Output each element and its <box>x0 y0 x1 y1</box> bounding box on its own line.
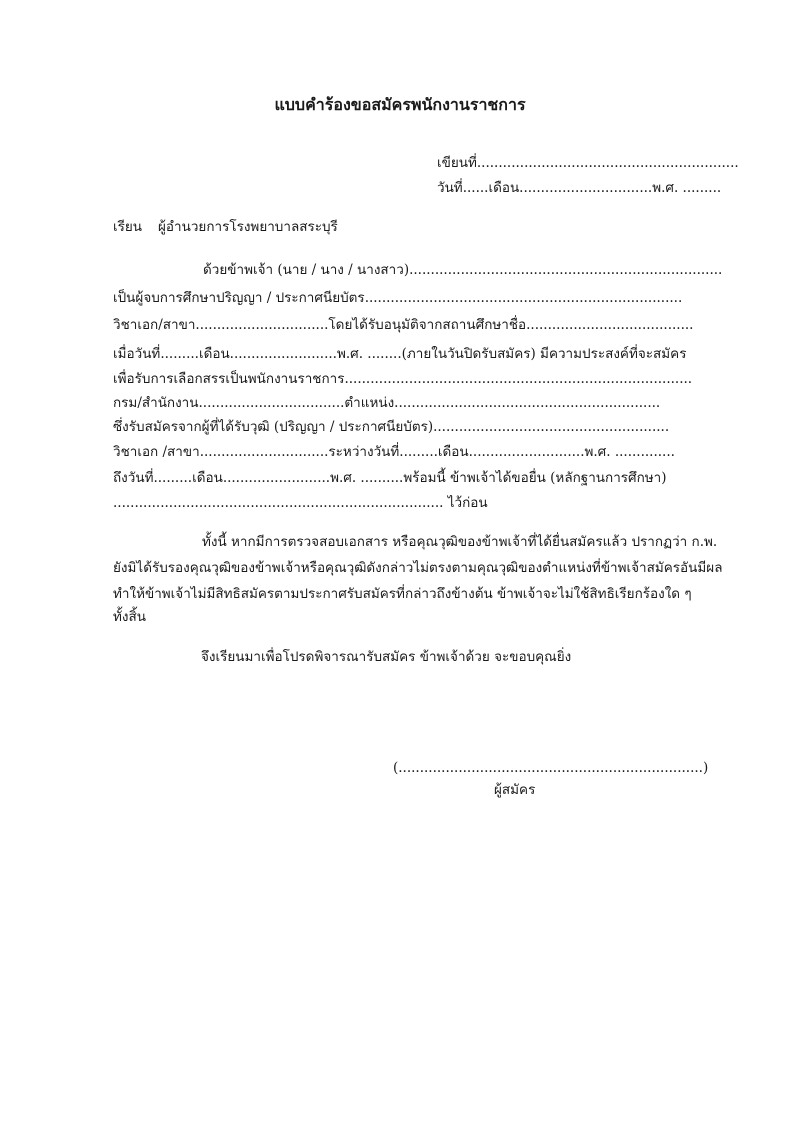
evidence-line: ............................................................................. ไว้ก่อน <box>113 495 488 511</box>
recipient: ผู้อำนวยการโรงพยาบาลสระบุรี <box>158 219 338 235</box>
signature-label: ผู้สมัคร <box>494 782 536 798</box>
end-date-evidence-line: ถึงวันที่.........เดือน.........................พ.ศ. ..........พร้อมนี้ ข้าพเจ้าได้ขอยื่น (หลักฐานการศึกษา) <box>113 470 667 486</box>
declaration-line-2: ยังมิได้รับรองคุณวุฒิของข้าพเจ้าหรือคุณวุฒิดังกล่าวไม่ตรงตามคุณวุฒิของตำแหน่งที่ข้าพเจ้าสมัครอันมีผล <box>113 560 723 576</box>
closing-statement: จึงเรียนมาเพื่อโปรดพิจารณารับสมัคร ข้าพเจ้าด้วย จะขอบคุณยิ่ง <box>201 649 572 665</box>
form-title: แบบคำร้องขอสมัครพนักงานราชการ <box>274 95 526 114</box>
applicant-name-line: ด้วยข้าพเจ้า (นาย / นาง / นางสาว)......................................................................... <box>203 262 723 278</box>
declaration-line-4: ทั้งสิ้น <box>113 609 146 625</box>
major-period-line: วิชาเอก /สาขา..............................ระหว่างวันที่.........เดือน...........................พ.ศ. .............. <box>113 444 675 460</box>
signature-line: (.......................................................................) <box>393 760 709 776</box>
graduation-date-line: เมื่อวันที่.........เดือน.........................พ.ศ. ........(ภายในวันปิดรับสมัคร) มีความประสงค์ที่จะสมัคร <box>113 346 687 362</box>
declaration-line-3: ทำให้ข้าพเจ้าไม่มีสิทธิสมัครตามประกาศรับสมัครที่กล่าวถึงข้างต้น ข้าพเจ้าจะไม่ใช้สิทธิเรียกร้องใด ๆ <box>113 586 692 602</box>
qualification-line: ซึ่งรับสมัครจากผู้ที่ได้รับวุฒิ (ปริญญา / ประกาศนียบัตร)....................................................... <box>113 419 670 435</box>
declaration-line-1: ทั้งนี้ หากมีการตรวจสอบเอกสาร หรือคุณวุฒิของข้าพเจ้าที่ได้ยื่นสมัครแล้ว ปรากฏว่า ก.พ. <box>202 534 718 550</box>
written-at-field: เขียนที่............................................................. <box>437 155 739 171</box>
department-position-line: กรม/สำนักงาน..................................ตำแหน่ง.............................................................. <box>113 395 661 411</box>
major-institution-line: วิชาเอก/สาขา...............................โดยได้รับอนุมัติจากสถานศึกษาชื่อ....................................... <box>113 317 694 333</box>
education-line: เป็นผู้จบการศึกษาปริญญา / ประกาศนียบัตร.......................................................................... <box>113 290 683 306</box>
salutation-label: เรียน <box>113 219 143 235</box>
date-field: วันที่......เดือน...............................พ.ศ. ......... <box>437 180 722 196</box>
selection-line: เพื่อรับการเลือกสรรเป็นพนักงานราชการ................................................................................. <box>113 371 693 387</box>
